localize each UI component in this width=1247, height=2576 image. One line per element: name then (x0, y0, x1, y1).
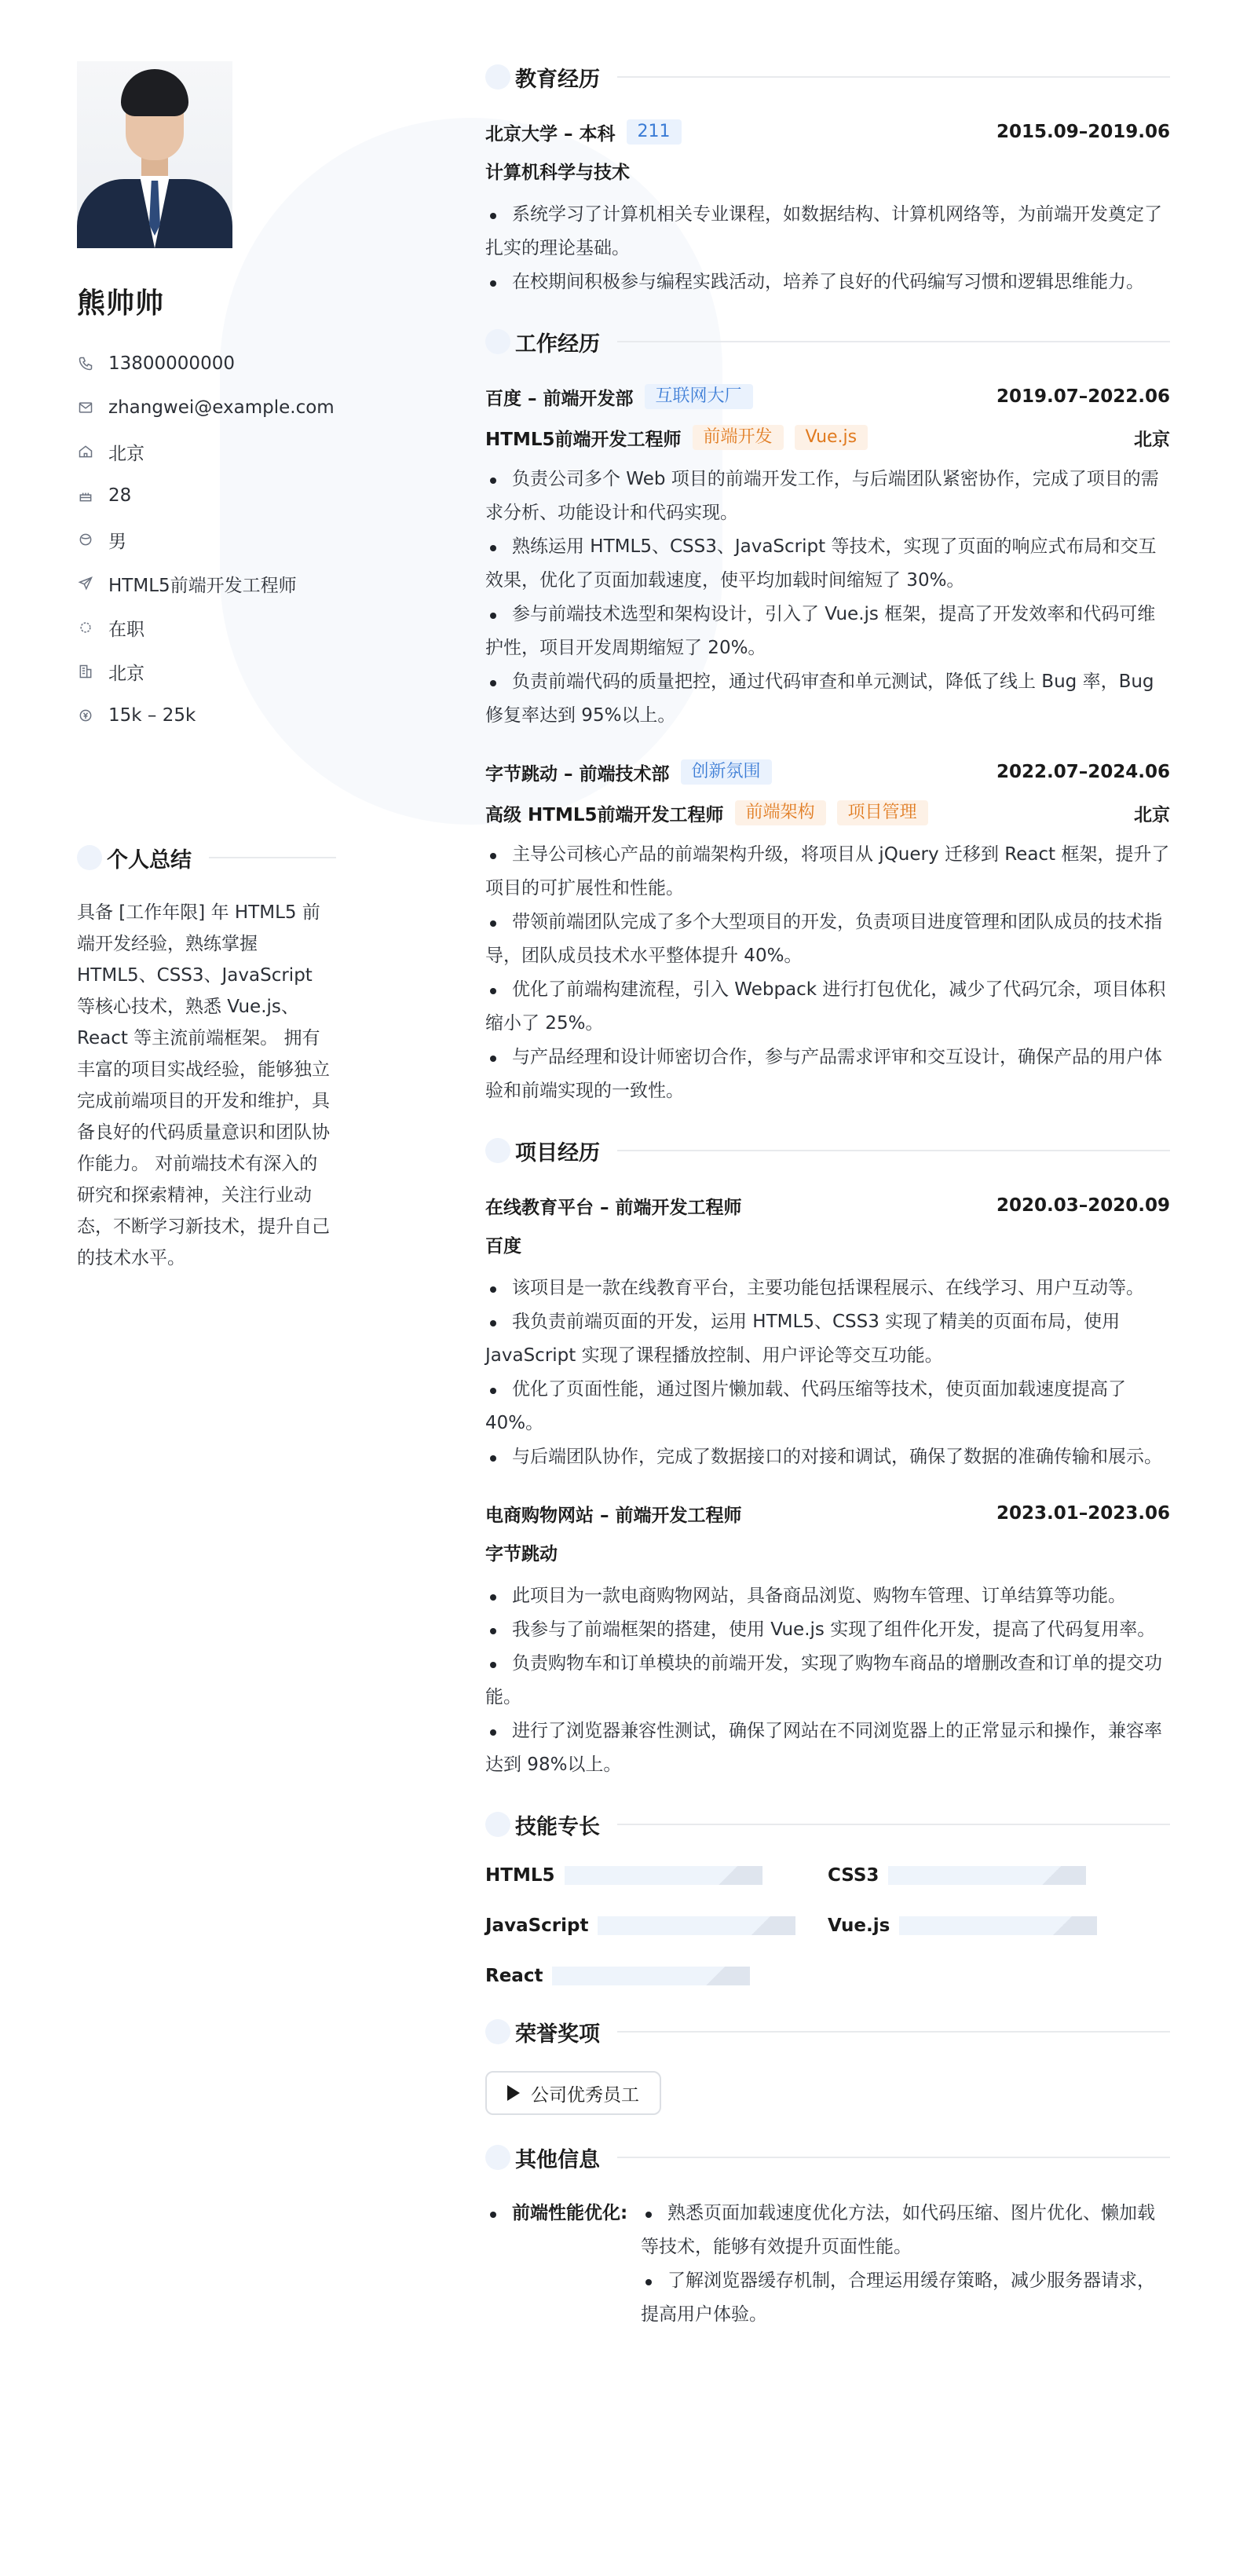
skill-name: Vue.js (828, 1916, 890, 1936)
skill-name: HTML5 (485, 1865, 555, 1886)
list-item: 与后端团队协作，完成了数据接口的对接和调试，确保了数据的准确传输和展示。 (485, 1440, 1170, 1474)
award-label: 公司优秀员工 (531, 2084, 639, 2106)
skill-name: CSS3 (828, 1865, 879, 1886)
skills-grid (485, 1862, 1170, 1989)
work-entry (485, 756, 1170, 1108)
company-tag: 创新氛围 (681, 759, 772, 785)
info-text: 15k – 25k (108, 705, 196, 726)
section-header (485, 326, 1170, 357)
work-date: 2022.07–2024.06 (996, 762, 1170, 782)
list-item: 在校期间积极参与编程实践活动，培养了良好的代码编写习惯和逻辑思维能力。 (485, 265, 1170, 299)
section-dot-icon (485, 329, 510, 354)
cake-icon (77, 487, 94, 504)
info-phone (77, 342, 336, 386)
section-header (77, 842, 336, 873)
status-icon (77, 619, 94, 636)
project-company: 字节跳动 (485, 1544, 558, 1564)
gender-icon (77, 531, 94, 548)
section-divider (617, 1824, 1170, 1825)
project-company: 百度 (485, 1236, 521, 1257)
award-button[interactable] (485, 2071, 661, 2115)
contact-info-list (77, 342, 336, 737)
section-divider (209, 857, 336, 858)
list-item: 我参与了前端框架的搭建，使用 Vue.js 实现了组件化开发，提高了代码复用率。 (485, 1613, 1170, 1647)
company-tag: 互联网大厂 (645, 384, 753, 409)
info-text: 13800000000 (108, 353, 235, 374)
project-name: 在线教育平台 – 前端开发工程师 (485, 1197, 742, 1218)
phone-icon (77, 355, 94, 372)
info-salary (77, 693, 336, 737)
skill-item (485, 1963, 828, 1989)
section-dot-icon (485, 2019, 510, 2044)
section-title: 教育经历 (515, 67, 600, 92)
section-divider (617, 1150, 1170, 1151)
info-age (77, 474, 336, 518)
job-role: 高级 HTML5前端开发工程师 (485, 804, 724, 825)
section-header (485, 1135, 1170, 1166)
work-date: 2019.07–2022.06 (996, 386, 1170, 407)
role-tag: Vue.js (795, 425, 869, 450)
work-section (485, 326, 1170, 1108)
project-name: 电商购物网站 – 前端开发工程师 (485, 1505, 742, 1526)
section-divider (617, 2157, 1170, 2158)
avatar (77, 61, 232, 248)
list-item: 此项目为一款电商购物网站，具备商品浏览、购物车管理、订单结算等功能。 (485, 1579, 1170, 1613)
list-item: 我负责前端页面的开发，运用 HTML5、CSS3 实现了精美的页面布局，使用 JavaScript 实现了课程播放控制、用户评论等交互功能。 (485, 1305, 1170, 1373)
project-entry (485, 1498, 1170, 1782)
work-bullets (485, 838, 1170, 1108)
school-tag: 211 (627, 119, 682, 145)
info-text: 28 (108, 485, 132, 506)
project-date: 2020.03–2020.09 (996, 1195, 1170, 1216)
section-divider (617, 76, 1170, 78)
role-tag: 前端开发 (693, 425, 784, 450)
skill-bar (598, 1916, 795, 1935)
info-gender (77, 518, 336, 562)
section-divider (617, 2031, 1170, 2033)
section-divider (617, 341, 1170, 342)
other-bullets (641, 2197, 1159, 2332)
list-item: 了解浏览器缓存机制，合理运用缓存策略，减少服务器请求，提高用户体验。 (641, 2264, 1159, 2332)
section-dot-icon (485, 1138, 510, 1163)
skill-item (485, 1912, 828, 1939)
section-dot-icon (485, 2145, 510, 2170)
honors-section (485, 2016, 1170, 2115)
skill-item (828, 1912, 1170, 1939)
list-item: 进行了浏览器兼容性测试，确保了网站在不同浏览器上的正常显示和操作，兼容率达到 98%以上。 (485, 1714, 1170, 1782)
info-status (77, 606, 336, 649)
education-bullets (485, 198, 1170, 299)
list-item: 该项目是一款在线教育平台，主要功能包括课程展示、在线学习、用户互动等。 (485, 1272, 1170, 1305)
list-item: 参与前端技术选型和架构设计，引入了 Vue.js 框架，提高了开发效率和代码可维护性，项目开发周期缩短了 20%。 (485, 598, 1170, 665)
job-city: 北京 (1134, 804, 1170, 825)
list-item: 负责购物车和订单模块的前端开发，实现了购物车商品的增删改查和订单的提交功能。 (485, 1647, 1170, 1714)
list-item: 带领前端团队完成了多个大型项目的开发，负责项目进度管理和团队成员的技术指导，团队成员技术水平整体提升 40%。 (485, 906, 1170, 973)
section-dot-icon (77, 845, 102, 870)
info-position (77, 562, 336, 606)
education-section (485, 61, 1170, 299)
section-header (485, 61, 1170, 93)
skill-bar (565, 1866, 762, 1885)
skill-bar (552, 1967, 750, 1985)
send-icon (77, 575, 94, 592)
main-column (485, 61, 1170, 2358)
list-item: 熟练运用 HTML5、CSS3、JavaScript 等技术，实现了页面的响应式布局和交互效果，优化了页面加载速度，使平均加载时间缩短了 30%。 (485, 530, 1170, 598)
company-name: 百度 – 前端开发部 (485, 388, 634, 409)
section-header (485, 2016, 1170, 2047)
section-title: 工作经历 (515, 331, 600, 357)
info-text: 男 (108, 531, 126, 552)
role-tag: 前端架构 (735, 800, 826, 825)
education-date: 2015.09–2019.06 (996, 122, 1170, 142)
candidate-name: 熊帅帅 (77, 287, 165, 320)
mail-icon (77, 399, 94, 416)
list-item: 优化了前端构建流程，引入 Webpack 进行打包优化，减少了代码冗余，项目体积缩小了 25%。 (485, 973, 1170, 1041)
info-text: 北京 (108, 443, 144, 464)
list-item: 负责公司多个 Web 项目的前端开发工作，与后端团队紧密协作，完成了项目的需求分析、功能设计和代码实现。 (485, 463, 1170, 530)
info-text: HTML5前端开发工程师 (108, 575, 297, 596)
section-title: 项目经历 (515, 1140, 600, 1165)
job-role: HTML5前端开发工程师 (485, 429, 682, 450)
education-entry (485, 116, 1170, 299)
company-name: 字节跳动 – 前端技术部 (485, 763, 670, 785)
section-title: 荣誉奖项 (515, 2022, 600, 2047)
play-icon (507, 2085, 520, 2101)
major: 计算机科学与技术 (485, 163, 630, 183)
section-title: 个人总结 (107, 847, 192, 873)
skill-name: JavaScript (485, 1916, 589, 1936)
project-date: 2023.01–2023.06 (996, 1503, 1170, 1524)
other-section (485, 2142, 1170, 2332)
project-entry (485, 1190, 1170, 1474)
info-text: 在职 (108, 619, 144, 640)
list-item: 负责前端代码的质量把控，通过代码审查和单元测试，降低了线上 Bug 率，Bug 修复率达到 95%以上。 (485, 665, 1170, 733)
skill-item (485, 1862, 828, 1889)
info-city (77, 649, 336, 693)
info-text: 北京 (108, 663, 144, 684)
work-entry (485, 381, 1170, 733)
list-item: 与产品经理和设计师密切合作，参与产品需求评审和交互设计，确保产品的用户体验和前端实现的一致性。 (485, 1041, 1170, 1108)
projects-section (485, 1135, 1170, 1782)
skill-name: React (485, 1966, 543, 1986)
summary-text: 具备 [工作年限] 年 HTML5 前端开发经验，熟练掌握 HTML5、CSS3、JavaScript 等核心技术，熟悉 Vue.js、React 等主流前端框架。 拥有丰富的项目实战经验，能够独立完成前端项目的开发和维护，具备良好的代码质量意识和团队协作能力。 对前端技术有深入的研究和探索精神，关注行业动态，不断学习新技术，提升自己的技术水平。 (77, 902, 330, 1268)
section-dot-icon (485, 64, 510, 90)
summary-section (77, 842, 336, 1274)
other-info (485, 2197, 1170, 2332)
school-name: 北京大学 – 本科 (485, 123, 616, 145)
skills-section (485, 1809, 1170, 1989)
section-title: 技能专长 (515, 1814, 600, 1839)
building-icon (77, 663, 94, 680)
other-label: 前端性能优化: (485, 2197, 641, 2332)
home-icon (77, 443, 94, 460)
project-bullets (485, 1272, 1170, 1474)
list-item: 系统学习了计算机相关专业课程，如数据结构、计算机网络等，为前端开发奠定了扎实的理论基础。 (485, 198, 1170, 265)
info-email (77, 386, 336, 430)
section-header (485, 1809, 1170, 1840)
list-item: 优化了页面性能，通过图片懒加载、代码压缩等技术，使页面加载速度提高了 40%。 (485, 1373, 1170, 1440)
role-tag: 项目管理 (837, 800, 928, 825)
work-bullets (485, 463, 1170, 733)
profile-column (77, 61, 336, 737)
list-item: 主导公司核心产品的前端架构升级，将项目从 jQuery 迁移到 React 框架，提升了项目的可扩展性和性能。 (485, 838, 1170, 906)
job-city: 北京 (1134, 429, 1170, 450)
salary-icon (77, 707, 94, 724)
info-text: zhangwei@example.com (108, 397, 335, 418)
skill-bar (888, 1866, 1086, 1885)
section-dot-icon (485, 1812, 510, 1837)
section-header (485, 2142, 1170, 2173)
section-title: 其他信息 (515, 2147, 600, 2172)
list-item: 熟悉页面加载速度优化方法，如代码压缩、图片优化、懒加载等技术，能够有效提升页面性能。 (641, 2197, 1159, 2264)
skill-item (828, 1862, 1170, 1889)
skill-bar (899, 1916, 1097, 1935)
info-location (77, 430, 336, 474)
project-bullets (485, 1579, 1170, 1782)
